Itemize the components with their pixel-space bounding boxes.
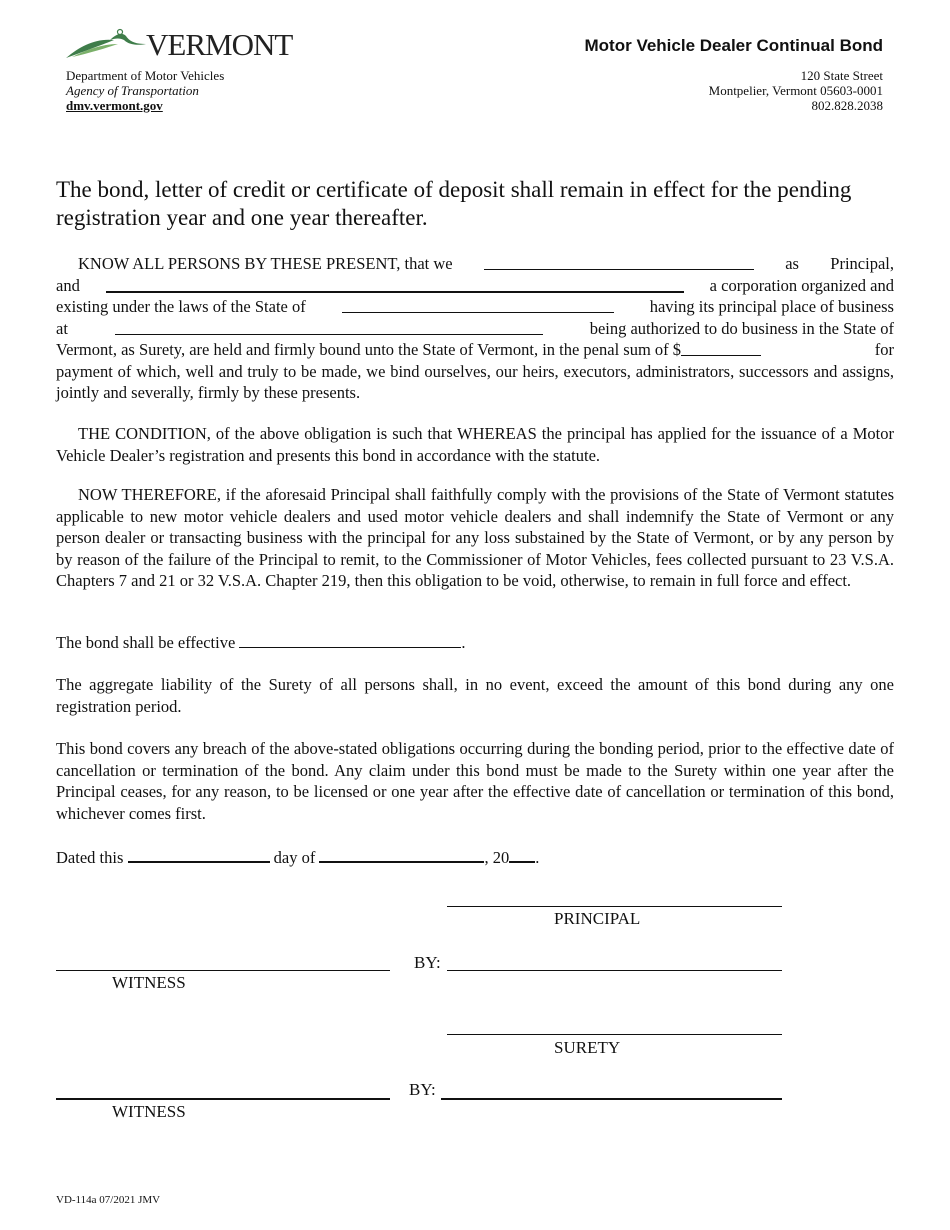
- dated-period: .: [535, 848, 540, 867]
- know-all-text: KNOW ALL PERSONS BY THESE PRESENT, that we: [78, 254, 453, 273]
- mountain-logo-icon: [66, 28, 148, 62]
- know-all-line-2: [56, 275, 894, 297]
- address-street: 120 State Street: [800, 68, 883, 83]
- principal-place-text: having its principal place of business: [649, 297, 894, 316]
- and-text: and: [56, 275, 80, 295]
- know-all-line-4: [56, 318, 894, 340]
- surety-signature-line[interactable]: [447, 1034, 782, 1035]
- surety-label: SURETY: [554, 1038, 621, 1057]
- day-of-label: day of: [273, 848, 316, 867]
- agency-block: [66, 68, 224, 113]
- witness-2-label: WITNESS: [112, 1102, 186, 1121]
- witness-1-signature-line[interactable]: [56, 970, 390, 971]
- state-field[interactable]: [342, 296, 614, 313]
- as-text: as: [785, 254, 799, 273]
- surety-name-field[interactable]: [106, 275, 684, 293]
- effective-period: .: [461, 633, 466, 652]
- day-field[interactable]: [128, 845, 270, 863]
- agency-name: Agency of Transportation: [66, 83, 199, 98]
- business-address-field[interactable]: [115, 318, 543, 335]
- website-link[interactable]: dmv.vermont.gov: [66, 98, 163, 113]
- address-block: [709, 68, 883, 113]
- witness-1-label: WITNESS: [112, 973, 186, 992]
- principal-text: Principal,: [830, 254, 894, 273]
- effective-date-field[interactable]: [239, 631, 461, 648]
- principal-by-signature-line[interactable]: [447, 970, 782, 971]
- now-therefore-paragraph: NOW THEREFORE, if the aforesaid Principal shall faithfully comply with the provisions of the State of Vermont statutes applicable to new motor vehicle dealers and used motor vehicle dealers and shall indemnify the State of Vermont or any person dealer or transacting business with the principal for any loss substained by the State of Vermont, or by any person by by reason of the failure of the Principal to remit, to the Commissioner of Motor Vehicles, fees collected pursuant to 23 V.S.A. Chapters 7 and 21 or 32 V.S.A. Chapter 219, then this obligation to be void, otherwise, to remain in full force and effect.: [56, 485, 894, 590]
- dated-label: Dated this: [56, 848, 124, 867]
- address-city: Montpelier, Vermont 05603-0001: [708, 83, 883, 98]
- principal-name-field[interactable]: [484, 253, 754, 270]
- know-all-line-5: [56, 339, 894, 361]
- year-field[interactable]: [509, 845, 535, 863]
- at-text: at: [56, 318, 68, 338]
- logo-wordmark: VERMONT: [146, 27, 293, 62]
- penal-sum-field[interactable]: [681, 339, 761, 356]
- surety-by-label: BY:: [409, 1080, 436, 1099]
- aggregate-paragraph: The aggregate liability of the Surety of all persons shall, in no event, exceed the amount of this bond during any one registration period.: [56, 675, 894, 716]
- effective-line: [56, 631, 894, 654]
- phone-number: 802.828.2038: [811, 98, 883, 113]
- witness-2-signature-line[interactable]: [56, 1098, 390, 1100]
- department-name: Department of Motor Vehicles: [66, 68, 225, 83]
- know-all-paragraph: [56, 253, 894, 404]
- know-all-rest: payment of which, well and truly to be made, we bind ourselves, our heirs, executors, administrators, successors and assigns, jointly and severally, firmly by these presents.: [56, 361, 894, 402]
- vermont-logo: [66, 27, 293, 62]
- month-field[interactable]: [319, 845, 484, 863]
- year-prefix: , 20: [484, 848, 510, 867]
- headline: The bond, letter of credit or certificate of deposit shall remain in effect for the pending registration year and one year thereafter.: [56, 177, 852, 230]
- surety-by-signature-line[interactable]: [441, 1098, 782, 1100]
- effective-label: The bond shall be effective: [56, 633, 236, 652]
- principal-by-label: BY:: [414, 953, 441, 972]
- principal-label: PRINCIPAL: [554, 909, 641, 928]
- penal-sum-text: Vermont, as Surety, are held and firmly bound unto the State of Vermont, in the penal sum of $: [56, 340, 682, 359]
- know-all-line-1: [56, 253, 894, 275]
- coverage-paragraph: This bond covers any breach of the above-stated obligations occurring during the bonding period, prior to the effective date of cancellation or termination of the bond. Any claim under this bond must be made to the Surety within one year after the Principal ceases, for any reason, to be licensed or one year after the effective date of cancellation or termination of this bond, whichever comes first.: [56, 739, 894, 823]
- for-text: for: [874, 340, 894, 359]
- form-code: VD-114a 07/2021 JMV: [56, 1194, 161, 1206]
- authorized-text: being authorized to do business in the State of: [589, 318, 894, 338]
- state-of-text: existing under the laws of the State of: [56, 297, 306, 316]
- condition-paragraph: THE CONDITION, of the above obligation is such that WHEREAS the principal has applied for the issuance of a Motor Vehicle Dealer’s registration and presents this bond in accordance with the statute.: [56, 424, 894, 465]
- dated-line: [56, 845, 894, 869]
- form-title: Motor Vehicle Dealer Continual Bond: [584, 36, 883, 55]
- corporation-text: a corporation organized and: [709, 275, 894, 295]
- principal-signature-line[interactable]: [447, 906, 782, 907]
- know-all-line-3: [56, 296, 894, 318]
